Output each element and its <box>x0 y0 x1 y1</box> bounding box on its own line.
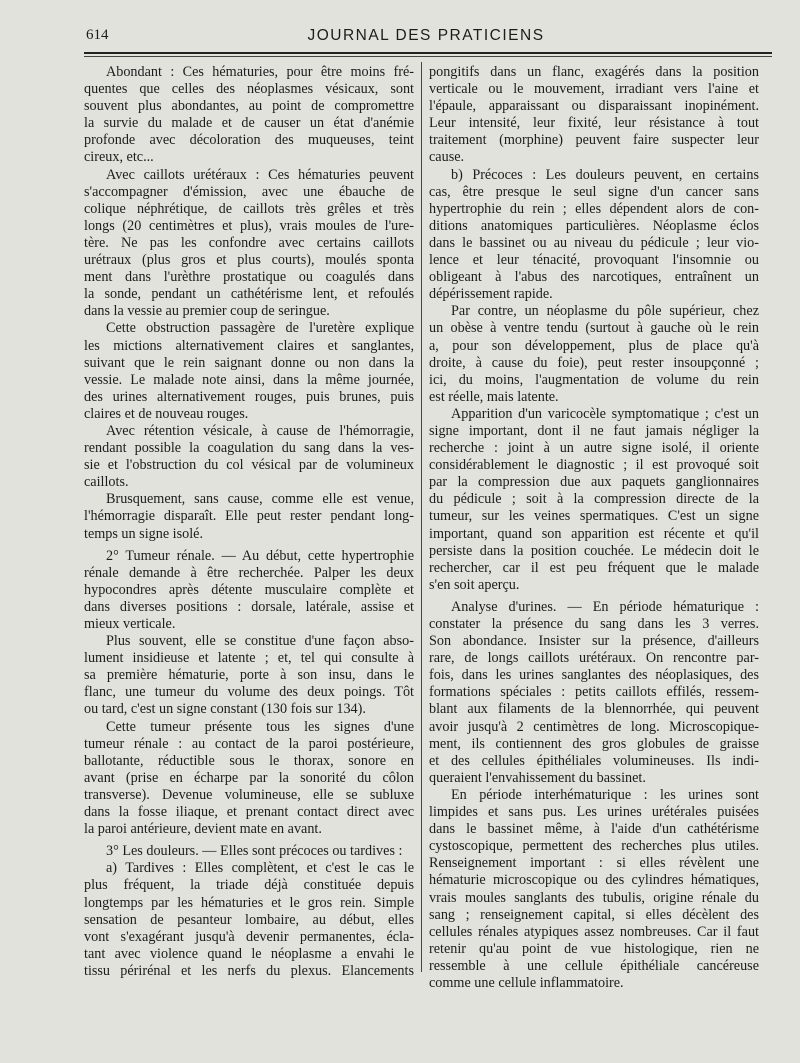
text-line: dépérissement rapide. <box>429 286 553 303</box>
text-line: sie et l'obstruction du col vésical par de volumineux <box>84 457 414 474</box>
text-line: ditions anatomiques particulières. Néoplasme éclos <box>429 217 759 234</box>
text-line: tumeur rénale : au contact de la paroi postérieure, <box>84 735 414 752</box>
text-line: souvent plus abondantes, au point de compromettre <box>84 98 414 115</box>
text-line: urétraux (plus gros et plus courts), moulés sponta <box>84 252 414 269</box>
text-line: Son abondance. Insister sur la présence, d'ailleurs <box>429 633 759 650</box>
text-line: formations spéciales : petits caillots effilés, ressem- <box>429 684 759 701</box>
text-line: l'épaule, apparaissant ou disparaissant inopinément. <box>429 98 759 115</box>
text-line: Leur intensité, leur fixité, leur résistance à tout <box>429 115 759 132</box>
text-line: vessie. Le malade note ainsi, dans la même journée, <box>84 371 414 388</box>
text-line: a, pour son développement, plus de place qu'à <box>429 337 759 354</box>
text-line: signe important, dont il ne faut jamais négliger la <box>429 422 759 439</box>
text-line: ballotante, réductible sous le thorax, sonore en <box>84 752 414 769</box>
text-line: dans la fosse iliaque, et prenant contact direct avec <box>84 804 414 821</box>
text-line: Abondant : Ces hématuries, pour être moins fré- <box>106 64 414 80</box>
text-line: rechercher, car il est peu fréquent que le malade <box>429 559 759 576</box>
text-line: un obèse à ventre tendu (surtout à gauche où le rein <box>429 320 759 337</box>
text-line: avoir jusqu'à 2 centimètres de long. Microscopique- <box>429 718 759 735</box>
text-line: l'hémorragie disparaît. Elle peut rester pendant long- <box>84 508 414 525</box>
text-line: tère. Ne pas les confondre avec certains caillots <box>84 234 414 251</box>
text-line: vont s'exagérant jusqu'à devenir permanentes, écla- <box>84 928 414 945</box>
text-line: mieux verticale. <box>84 616 176 632</box>
text-line: s'accompagner d'émission, avec une ébauche de <box>84 183 414 200</box>
text-line: dans le bassinet ou au niveau du pédicule ; leur vio- <box>429 234 759 251</box>
text-line: 3° Les douleurs. — Elles sont précoces ou tardives : <box>106 843 403 860</box>
text-line: pongitifs dans un flanc, exagérés dans la position <box>429 64 759 80</box>
text-line: les mictions alternativement claires et sanglantes, <box>84 337 414 354</box>
text-line: tumeur, sur les veines spermatiques. C'est un signe <box>429 508 759 525</box>
header-rule-thin <box>84 56 772 57</box>
text-line: Cette tumeur présente tous les signes d'une <box>106 718 414 735</box>
text-line: quentes que celles des néoplasmes vésicaux, sont <box>84 81 414 98</box>
text-line: sensation de pesanteur lombaire, au début, elles <box>84 911 414 928</box>
text-line: ressemble à une cellule épithéliale cancéreuse <box>429 957 759 974</box>
text-line: ment, ils contiennent des gros globules de graisse <box>429 735 759 752</box>
text-line: temps un signe isolé. <box>84 525 204 542</box>
running-header <box>86 27 766 49</box>
text-line: et des cellules épithéliales volumineuses. Ils indi- <box>429 752 759 769</box>
text-line: lument insidieuse et latente ; et, tel qui consulte à <box>84 650 414 667</box>
text-line: hypocondres après détente musculaire complète et <box>84 581 414 598</box>
text-line: caillots. <box>84 474 129 491</box>
text-line: Cette obstruction passagère de l'uretère explique <box>106 320 414 337</box>
text-line: a) Tardives : Elles complètent, et c'est le cas le <box>106 860 414 877</box>
text-line: ici, du moins, l'augmentation de volume du rein <box>429 371 759 388</box>
text-line: avant (prise en écharpe par la sonorité du côlon <box>84 769 414 786</box>
column-divider <box>421 62 422 972</box>
header-rule-thick <box>84 52 772 54</box>
text-line: profonde avec décoloration des muqueuses, teint <box>84 132 414 149</box>
text-line: Avec rétention vésicale, à cause de l'hémorragie, <box>106 422 414 439</box>
text-line: blant aux filaments de la blennorrhée, qui peuvent <box>429 701 759 718</box>
text-line: considérablement le diagnostic ; il est provoqué soit <box>429 457 759 474</box>
text-line: Renseignement important : si elles révèlent une <box>429 855 759 872</box>
text-line: longtemps par les hématuries et le gros rein. Simple <box>84 894 414 911</box>
text-line: claires et de nouveau rouges. <box>84 405 249 422</box>
text-line: ou tard, c'est un signe constant (130 fois sur 134). <box>84 701 366 718</box>
text-line: tissu périrénal et les nerfs du plexus. Elancements <box>84 962 414 979</box>
text-line: 2° Tumeur rénale. — Au début, cette hypertrophie <box>106 547 414 564</box>
text-line: rendant possible la coagulation du sang dans la ves- <box>84 440 414 457</box>
text-line: droite, à cause du foie), peut rester insoupçonné ; <box>429 354 759 371</box>
text-line: Analyse d'urines. — En période hématurique : <box>451 598 759 615</box>
journal-title: JOURNAL DES PRATICIENS <box>307 27 545 44</box>
text-line: plus fréquent, la triade déjà constituée depuis <box>84 877 414 894</box>
text-line: cellules rénales atypiques assez nombreuses. Car il faut <box>429 923 759 940</box>
text-line: recherche : joint à un autre signe isolé, il oriente <box>429 440 759 457</box>
text-line: tant avec violence quand le néoplasme a envahi le <box>84 945 414 962</box>
text-line: obligeant à l'abus des narcotiques, entraînent un <box>429 269 759 286</box>
text-line: s'en soit aperçu. <box>429 576 520 593</box>
text-line: traitement (morphine) peuvent faire suspecter leur <box>429 132 759 149</box>
text-line: En période interhématurique : les urines sont <box>451 786 759 803</box>
page-number: 614 <box>86 27 109 43</box>
text-line: Brusquement, sans cause, comme elle est venue, <box>106 491 414 508</box>
text-line: Apparition d'un varicocèle symptomatique ; c'est un <box>451 405 759 422</box>
text-line: limpides et sans pus. Les urines urétérales puisées <box>429 804 759 821</box>
text-line: persiste dans la position couchée. Le médecin doit le <box>429 542 759 559</box>
text-line: retenir qu'au point de vue histologique, rien ne <box>429 940 759 957</box>
text-line: est réelle, mais latente. <box>429 388 559 405</box>
text-line: important, quand son apparition est récente et qu'il <box>429 525 759 542</box>
text-line: dans diverses positions : dorsale, latérale, assise et <box>84 598 414 615</box>
text-line: colique néphrétique, de caillots très grêles et très <box>84 200 414 217</box>
text-line: la sonde, pendant un cathétérisme lent, et refoulés <box>84 286 414 303</box>
text-line: transverse). Devenue volumineuse, elle se subluxe <box>84 786 414 803</box>
text-line: des urines alternativement rouges, puis brunes, puis <box>84 388 414 405</box>
text-line: cystoscopique, permettent des recherches plus utiles. <box>429 838 759 855</box>
text-line: comme une cellule inflammatoire. <box>429 974 624 991</box>
text-line: dans le bassinet même, à l'aide d'un cathétérisme <box>429 821 759 838</box>
text-line: queraient l'envahissement du bassinet. <box>429 769 646 786</box>
text-line: Par contre, un néoplasme du pôle supérieur, chez <box>451 303 759 320</box>
text-line: ment dans l'urèthre prostatique ou coagulés dans <box>84 269 414 286</box>
text-line: fois, dans les urines sanglantes des néoplasiques, des <box>429 667 759 684</box>
text-line: hématurie microscopique ou des cylindres hématiques, <box>429 872 759 889</box>
text-line: lence et leur ténacité, provoquant l'insomnie ou <box>429 252 759 269</box>
text-line: verticale ou le mouvement, irradiant vers l'aine et <box>429 81 759 98</box>
text-line: cireux, etc... <box>84 149 154 166</box>
text-line: longs (20 centimètres et plus), vrais moules de l'ure- <box>84 217 414 234</box>
text-line: par la compression due aux paquets ganglionnaires <box>429 474 759 491</box>
text-line: Plus souvent, elle se constitue d'une façon abso- <box>106 633 414 650</box>
text-line: b) Précoces : Les douleurs peuvent, en certains <box>451 166 759 183</box>
text-line: dans la vessie au premier coup de seringue. <box>84 303 330 320</box>
text-line: rénale demande à être recherchée. Palper les deux <box>84 564 414 581</box>
text-line: cas, être presque le seul signe d'un cancer sans <box>429 183 759 200</box>
text-line: du pédicule ; soit à la compression directe de la <box>429 491 759 508</box>
text-line: la survie du malade et de causer un état d'anémie <box>84 115 414 132</box>
text-line: constater la présence du sang dans les 3 verres. <box>429 616 759 632</box>
text-line: cause. <box>429 149 465 166</box>
text-line: vrais moules sanglants des tubulis, origine rénale du <box>429 889 759 906</box>
text-line: Avec caillots urétéraux : Ces hématuries peuvent <box>106 166 414 183</box>
text-line: hypertrophie du rein ; elles dépendent alors de con- <box>429 200 759 217</box>
text-line: sa première hématurie, porte à son insu, dans le <box>84 667 414 684</box>
right-column <box>429 64 759 991</box>
text-line: rare, de longs caillots urétéraux. On rencontre par- <box>429 650 759 667</box>
text-line: suivant que le rein saignant donne ou non dans la <box>84 354 414 371</box>
text-line: flanc, une tumeur du volume des deux poings. Tôt <box>84 684 414 701</box>
left-column <box>84 64 414 979</box>
text-line: sang ; renseignement capital, si elles décèlent des <box>429 906 759 923</box>
text-line: la paroi antérieure, devient mate en avant. <box>84 821 322 838</box>
